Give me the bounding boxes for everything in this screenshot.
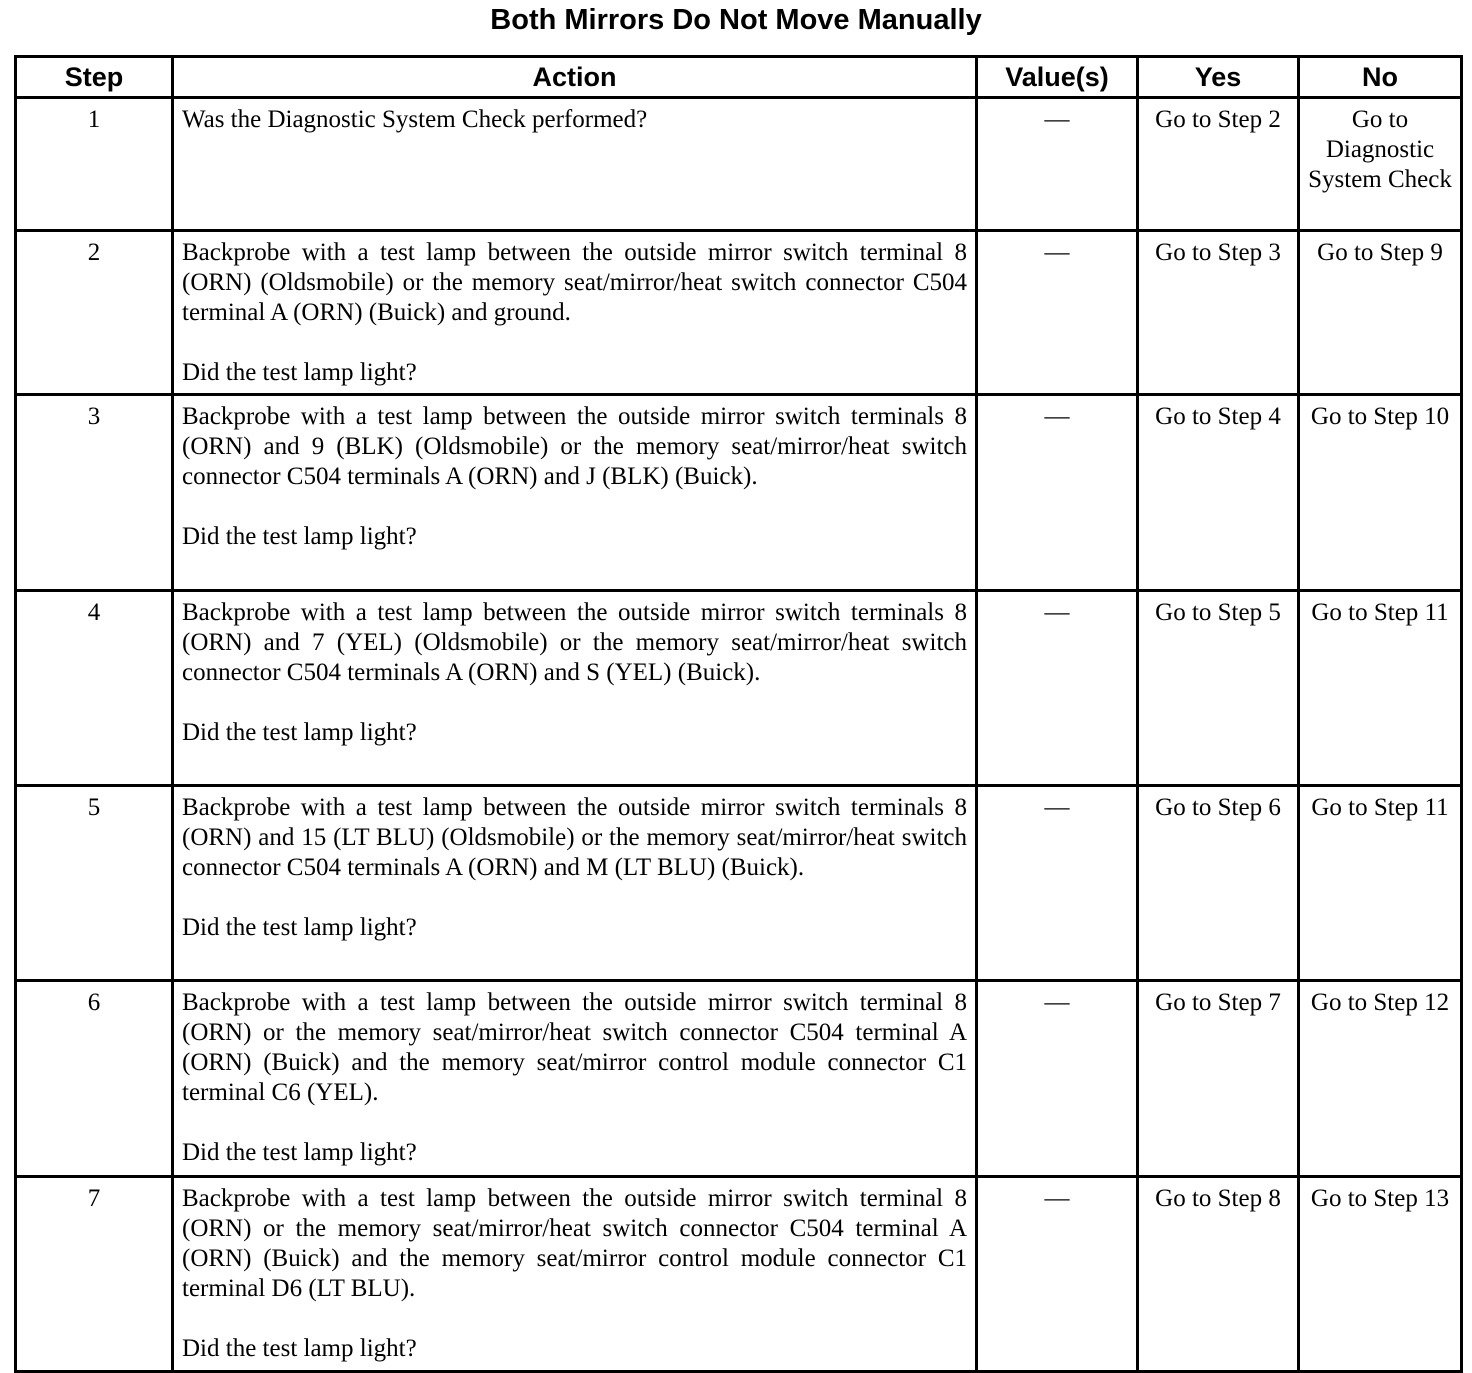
no-cell: Go to Diagnostic System Check [1299,98,1462,231]
action-text: Backprobe with a test lamp between the outside mirror switch terminal 8 (ORN) (Oldsmobile) or the memory seat/mirror/heat switch connector C504 terminal A (ORN) (Buick) and ground. [182,239,967,326]
table-row [16,231,1462,395]
action-text: Backprobe with a test lamp between the outside mirror switch terminal 8 (ORN) or the memory seat/mirror/heat switch connector C504 terminal A (ORN) (Buick) and the memory seat/mirror control module connector C1 terminal C6 (YEL). [182,989,967,1106]
header-step: Step [16,57,173,98]
no-cell: Go to Step 11 [1299,591,1462,786]
action-text: Backprobe with a test lamp between the outside mirror switch terminals 8 (ORN) and 7 (YEL) (Oldsmobile) or the memory seat/mirror/heat switch connector C504 terminals A (ORN) and S (YEL) (Buick). [182,599,967,686]
yes-cell: Go to Step 3 [1138,231,1299,395]
table-row [16,981,1462,1177]
step-number: 3 [16,395,173,591]
header-values: Value(s) [977,57,1138,98]
no-cell: Go to Step 11 [1299,786,1462,981]
step-number: 7 [16,1177,173,1372]
page-title: Both Mirrors Do Not Move Manually [490,4,982,36]
no-cell: Go to Step 13 [1299,1177,1462,1372]
yes-cell: Go to Step 8 [1138,1177,1299,1372]
action-cell [173,98,977,231]
action-text: Backprobe with a test lamp between the outside mirror switch terminals 8 (ORN) and 9 (BLK) (Oldsmobile) or the memory seat/mirror/heat switch connector C504 terminals A (ORN) and J (BLK) (Buick). [182,403,967,490]
action-text: Was the Diagnostic System Check performed? [182,106,648,133]
action-question: Did the test lamp light? [182,914,417,941]
step-number: 4 [16,591,173,786]
yes-cell: Go to Step 2 [1138,98,1299,231]
no-cell: Go to Step 10 [1299,395,1462,591]
yes-cell: Go to Step 7 [1138,981,1299,1177]
table-row [16,98,1462,231]
action-text: Backprobe with a test lamp between the outside mirror switch terminals 8 (ORN) and 15 (LT BLU) (Oldsmobile) or the memory seat/mirror/heat switch connector C504 terminals A (ORN) and M (LT BLU) (Buick). [182,794,967,881]
action-cell [173,1177,977,1372]
action-question: Did the test lamp light? [182,1335,417,1362]
table-row [16,395,1462,591]
header-row [16,57,1462,98]
yes-cell: Go to Step 5 [1138,591,1299,786]
table-row [16,786,1462,981]
value-cell: — [977,395,1138,591]
value-cell: — [977,981,1138,1177]
step-number: 1 [16,98,173,231]
table-row [16,1177,1462,1372]
step-number: 5 [16,786,173,981]
no-cell: Go to Step 9 [1299,231,1462,395]
action-question: Did the test lamp light? [182,1139,417,1166]
action-cell [173,591,977,786]
step-number: 2 [16,231,173,395]
action-text: Backprobe with a test lamp between the outside mirror switch terminal 8 (ORN) or the memory seat/mirror/heat switch connector C504 terminal A (ORN) (Buick) and the memory seat/mirror control module connector C1 terminal D6 (LT BLU). [182,1185,967,1302]
action-question: Did the test lamp light? [182,523,417,550]
table-row [16,591,1462,786]
value-cell: — [977,786,1138,981]
action-question: Did the test lamp light? [182,359,417,386]
action-cell [173,981,977,1177]
value-cell: — [977,591,1138,786]
value-cell: — [977,98,1138,231]
step-number: 6 [16,981,173,1177]
value-cell: — [977,231,1138,395]
diagnostic-table [14,55,1463,1373]
header-action: Action [173,57,977,98]
action-cell [173,786,977,981]
no-cell: Go to Step 12 [1299,981,1462,1177]
header-yes: Yes [1138,57,1299,98]
value-cell: — [977,1177,1138,1372]
yes-cell: Go to Step 4 [1138,395,1299,591]
action-question: Did the test lamp light? [182,719,417,746]
header-no: No [1299,57,1462,98]
action-cell [173,231,977,395]
yes-cell: Go to Step 6 [1138,786,1299,981]
action-cell [173,395,977,591]
